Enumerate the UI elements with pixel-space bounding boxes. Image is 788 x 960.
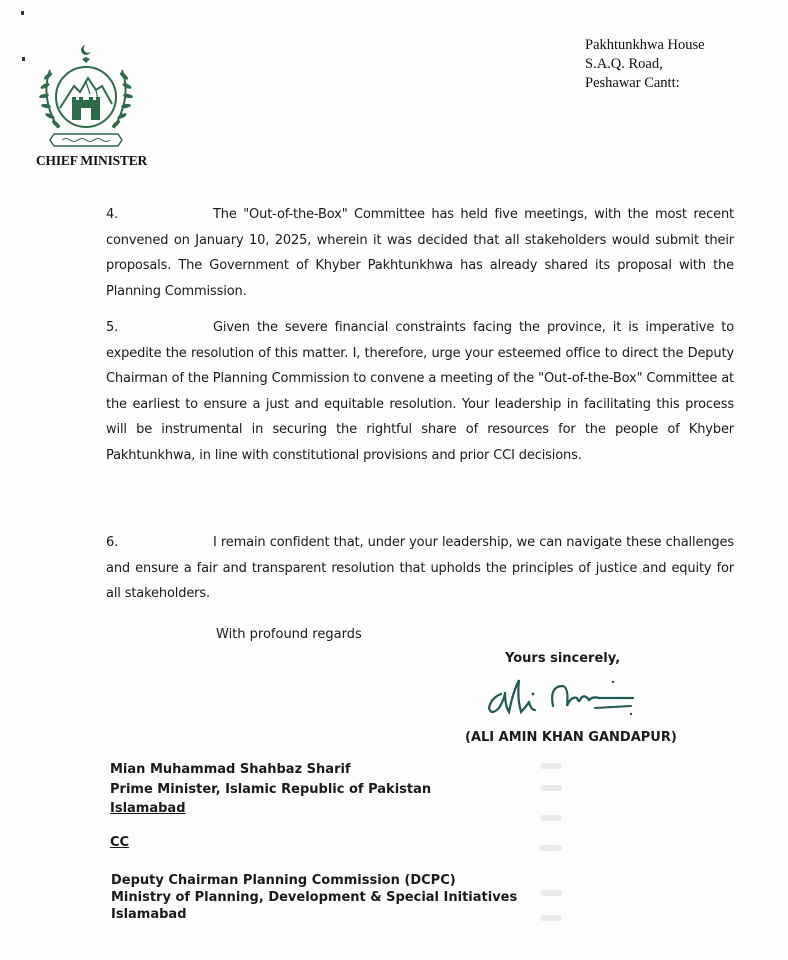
scan-artifact [540,815,562,821]
cc-label: CC [110,835,130,850]
scan-speck [22,57,25,61]
valediction: Yours sincerely, [505,651,621,666]
address-line: S.A.Q. Road, [585,56,663,72]
paragraph-number: 4. [106,207,119,222]
paragraph-6 [106,530,734,607]
scan-artifact [540,890,562,896]
sender-address [585,36,705,93]
paragraph-4 [106,202,734,304]
paragraph-number: 6. [106,535,119,550]
office-title: CHIEF MINISTER [36,153,148,168]
closing-line: With profound regards [216,627,362,642]
paragraph-text: Given the severe financial constraints facing the province, it is imperative to expedite the resolution of this matter. I, therefore, urge your esteemed office to direct the Deputy Chairman of the Planning Commission to convene a meeting of the "Out-of-the-Box" Committee at the earliest to ensure a just and equitable resolution. Your leadership in facilitating this process will be instrumental in securing the rightful share of resources for the people of Khyber Pakhtunkhwa, in line with constitutional provisions and prior CCI decisions. [106,320,734,463]
signer-name: (ALI AMIN KHAN GANDAPUR) [465,730,677,745]
cc-recipient-line: Deputy Chairman Planning Commission (DCPC) [111,873,456,888]
paragraph-number: 5. [106,320,119,335]
scan-artifact [540,763,562,769]
scan-artifact [540,785,562,791]
address-line: Pakhtunkhwa House [585,37,705,53]
addressee-title: Prime Minister, Islamic Republic of Pakistan [110,781,432,797]
paragraph-text: The "Out-of-the-Box" Committee has held five meetings, with the most recent convened on January 10, 2025, wherein it was decided that all stakeholders would submit their proposals. The Government of Khyber Pakhtunkhwa has already shared its proposal with the Planning Commission. [106,207,734,299]
kp-emblem-icon [36,42,136,148]
cc-recipient-line: Ministry of Planning, Development & Special Initiatives [111,890,518,905]
addressee-name: Mian Muhammad Shahbaz Sharif [110,762,351,777]
scan-artifact [540,915,562,921]
addressee-city: Islamabad [110,801,186,816]
addressee-block [110,760,431,819]
scan-artifact [540,845,562,851]
paragraph-text: I remain confident that, under your leadership, we can navigate these challenges and ensure a fair and transparent resolution that upholds the principles of justice and equity for all stakeholders. [106,535,734,601]
cc-recipient-block [111,872,517,923]
signature-icon [483,672,663,722]
scan-speck [21,11,24,15]
paragraph-5 [106,315,734,468]
address-line: Peshawar Cantt: [585,75,680,91]
cc-recipient-line: Islamabad [111,907,187,922]
